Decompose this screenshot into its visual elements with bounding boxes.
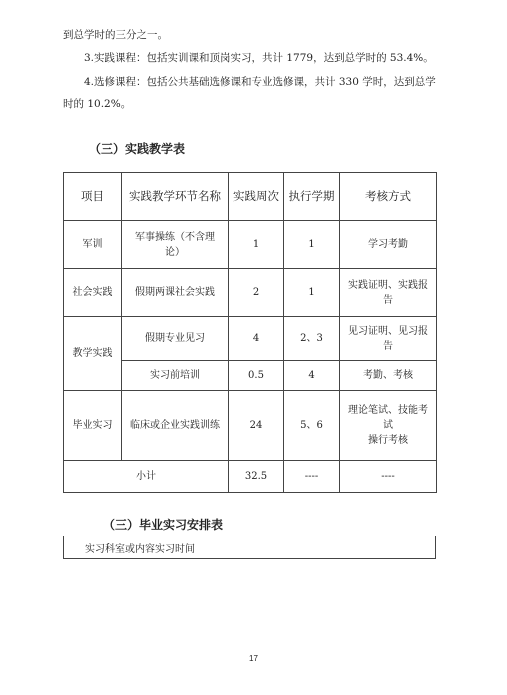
subtotal-row (64, 461, 437, 493)
paragraph-line: 4.选修课程：包括公共基础选修课和专业选修课，共计 330 学时，达到总学 (84, 76, 436, 88)
paragraph-line: 时的 10.2%。 (63, 98, 132, 110)
subtotal-assessment-cell: ---- (340, 461, 437, 493)
subtotal-weeks-cell: 32.5 (229, 461, 284, 493)
subtotal-label-cell: 小计 (64, 461, 229, 493)
table-header-row (64, 173, 437, 221)
table-row (64, 221, 437, 269)
header-cell: 执行学期 (284, 173, 340, 221)
semester-cell: 1 (284, 269, 340, 317)
item-name-cell: 临床或企业实践训练 (122, 391, 229, 461)
paragraph-line: 3.实践课程：包括实训课和顶岗实习，共计 1779，达到总学时的 53.4%。 (84, 52, 434, 64)
assessment-cell: 理论笔试、技能考 试 操行考核 (340, 391, 437, 461)
semester-cell: 5、6 (284, 391, 340, 461)
item-name-cell: 军事操练（不含理 论） (122, 221, 229, 269)
internship-table-first-row (63, 536, 436, 559)
header-cell: 实践周次 (229, 173, 284, 221)
item-name-cell: 假期专业见习 (122, 317, 229, 361)
project-cell: 毕业实习 (64, 391, 122, 461)
weeks-cell: 1 (229, 221, 284, 269)
project-cell: 社会实践 (64, 269, 122, 317)
table-row (64, 317, 437, 361)
table-row (64, 269, 437, 317)
page-number: 17 (249, 654, 258, 663)
project-cell: 教学实践 (64, 317, 122, 391)
weeks-cell: 4 (229, 317, 284, 361)
section-heading-practice: （三）实践教学表 (89, 142, 186, 156)
item-name-cell: 实习前培训 (122, 361, 229, 391)
semester-cell: 1 (284, 221, 340, 269)
project-cell: 军训 (64, 221, 122, 269)
weeks-cell: 0.5 (229, 361, 284, 391)
table-row (64, 391, 437, 461)
practice-teaching-table (63, 172, 437, 493)
assessment-cell: 实践证明、实践报 告 (340, 269, 437, 317)
header-cell: 考核方式 (340, 173, 437, 221)
subtotal-semester-cell: ---- (284, 461, 340, 493)
internship-row-text: 实习科室或内容实习时间 (85, 544, 195, 555)
semester-cell: 4 (284, 361, 340, 391)
section-heading-internship: （三）毕业实习安排表 (103, 518, 224, 532)
header-cell: 项目 (64, 173, 122, 221)
weeks-cell: 24 (229, 391, 284, 461)
assessment-cell: 见习证明、见习报 告 (340, 317, 437, 361)
header-cell: 实践教学环节名称 (122, 173, 229, 221)
assessment-cell: 考勤、考核 (340, 361, 437, 391)
weeks-cell: 2 (229, 269, 284, 317)
item-name-cell: 假期两课社会实践 (122, 269, 229, 317)
assessment-cell: 学习考勤 (340, 221, 437, 269)
semester-cell: 2、3 (284, 317, 340, 361)
paragraph-line: 到总学时的三分之一。 (63, 29, 168, 41)
